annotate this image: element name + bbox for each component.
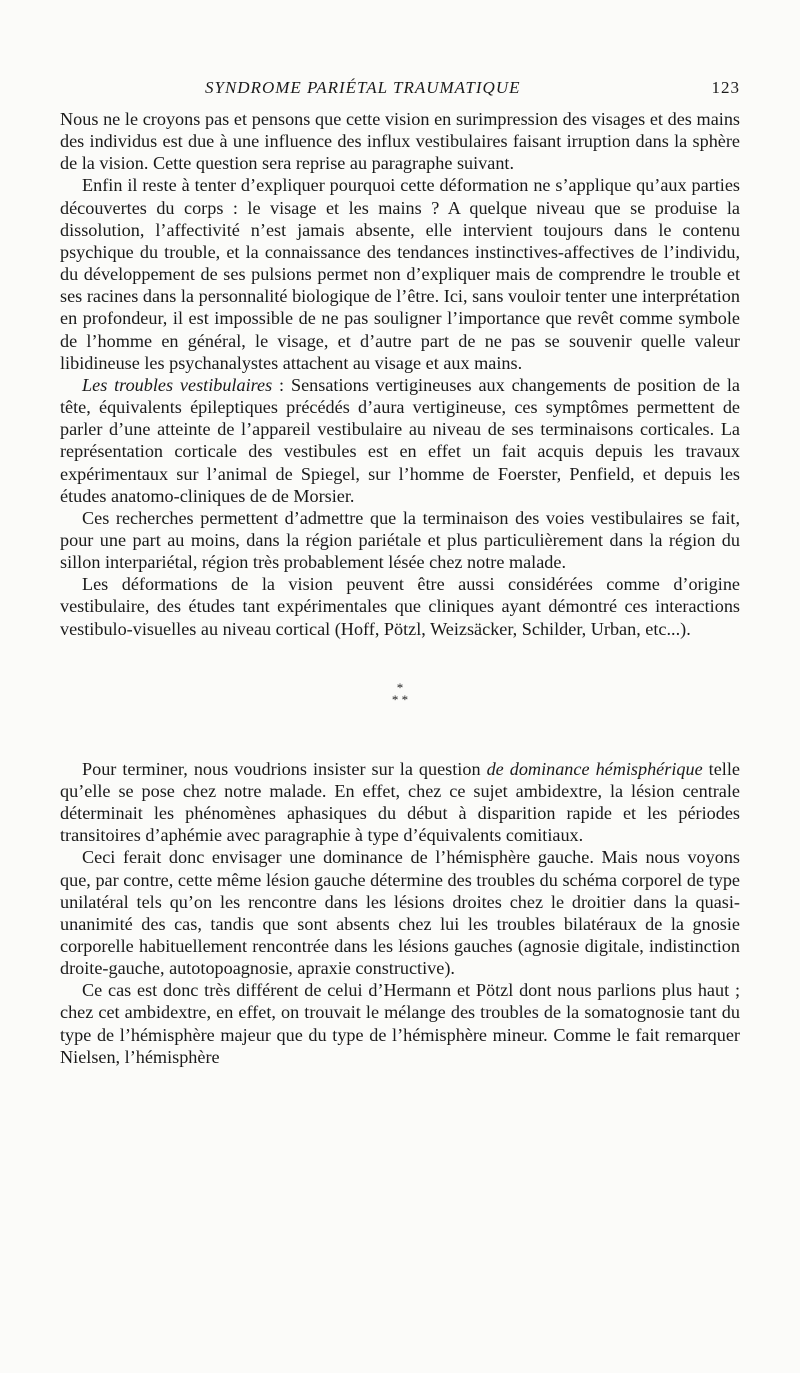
paragraph-troubles-vestibulaires — [60, 374, 740, 507]
asterism — [385, 679, 415, 707]
paragraph-text: : Sensations vertigineuses aux changements de position de la tête, équivalents épileptiques précédés d’aura vertigineuse, ces symptômes permettent de parler d’une atteinte de l’appareil vestibulaire au niveau de ses terminaisons corticales. La représentation corticale des vestibules est en effet un fait acquis depuis les travaux expérimentaux sur l’animal de Spiegel, sur l’homme de Foerster, Penfield, et depuis les études anatomo-cliniques de de Morsier. — [60, 374, 741, 506]
paragraph-affectivite: Enfin il reste à tenter d’expliquer pourquoi cette déformation ne s’applique qu’aux parties découvertes du corps : le visage et les mains ? A quelque niveau que se produise la dissolution, l’affectivité n’est jamais absente, elle intervient toujours dans le contenu psychique du trouble, et la connaissance des tendances instinctives-affectives de l’individu, du développement de ses pulsions permet non d’expliquer mais de comprendre le trouble et ses racines dans la personnalité biologique de l’être. Ici, sans vouloir tenter une interprétation en profondeur, il est impossible de ne pas souligner l’importance que revêt comme symbole de l’homme en général, le visage, et d’autre part de ne pas se souvenir quelle valeur libidineuse les psychanalystes attachent au visage et aux mains. — [60, 175, 740, 373]
paragraph-text: Pour terminer, nous voudrions insister sur la question — [82, 758, 487, 779]
page-number: 123 — [711, 78, 740, 97]
running-head — [60, 78, 740, 108]
paragraph-deformations: Les déformations de la vision peuvent être aussi considérées comme d’origine vestibulaire, des études tant expérimentales que cliniques ayant démontré ces interactions vestibulo-visuelles au niveau cortical (Hoff, Pötzl, Weizsäcker, Schilder, Urban, etc...). — [60, 574, 740, 639]
paragraph-text: telle qu’elle se pose chez notre malade. En effet, chez ce sujet ambidextre, la lésion centrale déterminait les phénomènes aphasiques du début à disparition rapide et les périodes transitoires d’aphémie avec paragraphie à type d’équivalents comitiaux. — [60, 758, 740, 846]
section-heading-troubles-vestibulaires: Les troubles vestibulaires — [82, 374, 273, 395]
asterism-top: * — [396, 679, 404, 695]
paragraph-vision-surimpression: Nous ne le croyons pas et pensons que cette vision en surimpression des visages et des mains des individus est due à une influence des influx vestibulaires faisant irruption dans la sphère de la vision. Cette question sera reprise au paragraphe suivant. — [60, 109, 740, 174]
paragraph-hemisphere-gauche: Ceci ferait donc envisager une dominance de l’hémisphère gauche. Mais nous voyons que, par contre, cette même lésion gauche détermine des troubles du schéma corporel de type unilatéral tels qu’on les rencontre dans les lésions droites chez le droitier dans la quasi-unanimité des cas, tandis que sont absents chez lui les troubles bilatéraux de la gnosie corporelle habituellement rencontrée dans les lésions gauches (agnosie digitale, indistinction droite-gauche, autotopoagnosie, apraxie constructive). — [60, 847, 740, 979]
section-divider — [60, 640, 740, 758]
paragraph-recherches: Ces recherches permettent d’admettre que la terminaison des voies vestibulaires se fait, pour une part au moins, dans la région pariétale et plus particulièrement dans la région du sillon interpariétal, région très probablement lésée chez notre malade. — [60, 507, 740, 573]
body-text — [60, 108, 740, 1068]
running-title: SYNDROME PARIÉTAL TRAUMATIQUE — [205, 78, 521, 97]
paragraph-dominance — [60, 758, 740, 847]
asterism-bottom: * * — [391, 691, 409, 707]
italic-term-dominance: de dominance hémisphérique — [486, 758, 703, 779]
paragraph-hermann-potzl: Ce cas est donc très différent de celui d’Hermann et Pötzl dont nous parlions plus haut ; chez cet ambidextre, en effet, on trouvait le mélange des troubles de la somatognosie tant du type de l’hémisphère majeur que du type de l’hémisphère mineur. Comme le fait remarquer Nielsen, l’hémisphère — [60, 980, 740, 1067]
